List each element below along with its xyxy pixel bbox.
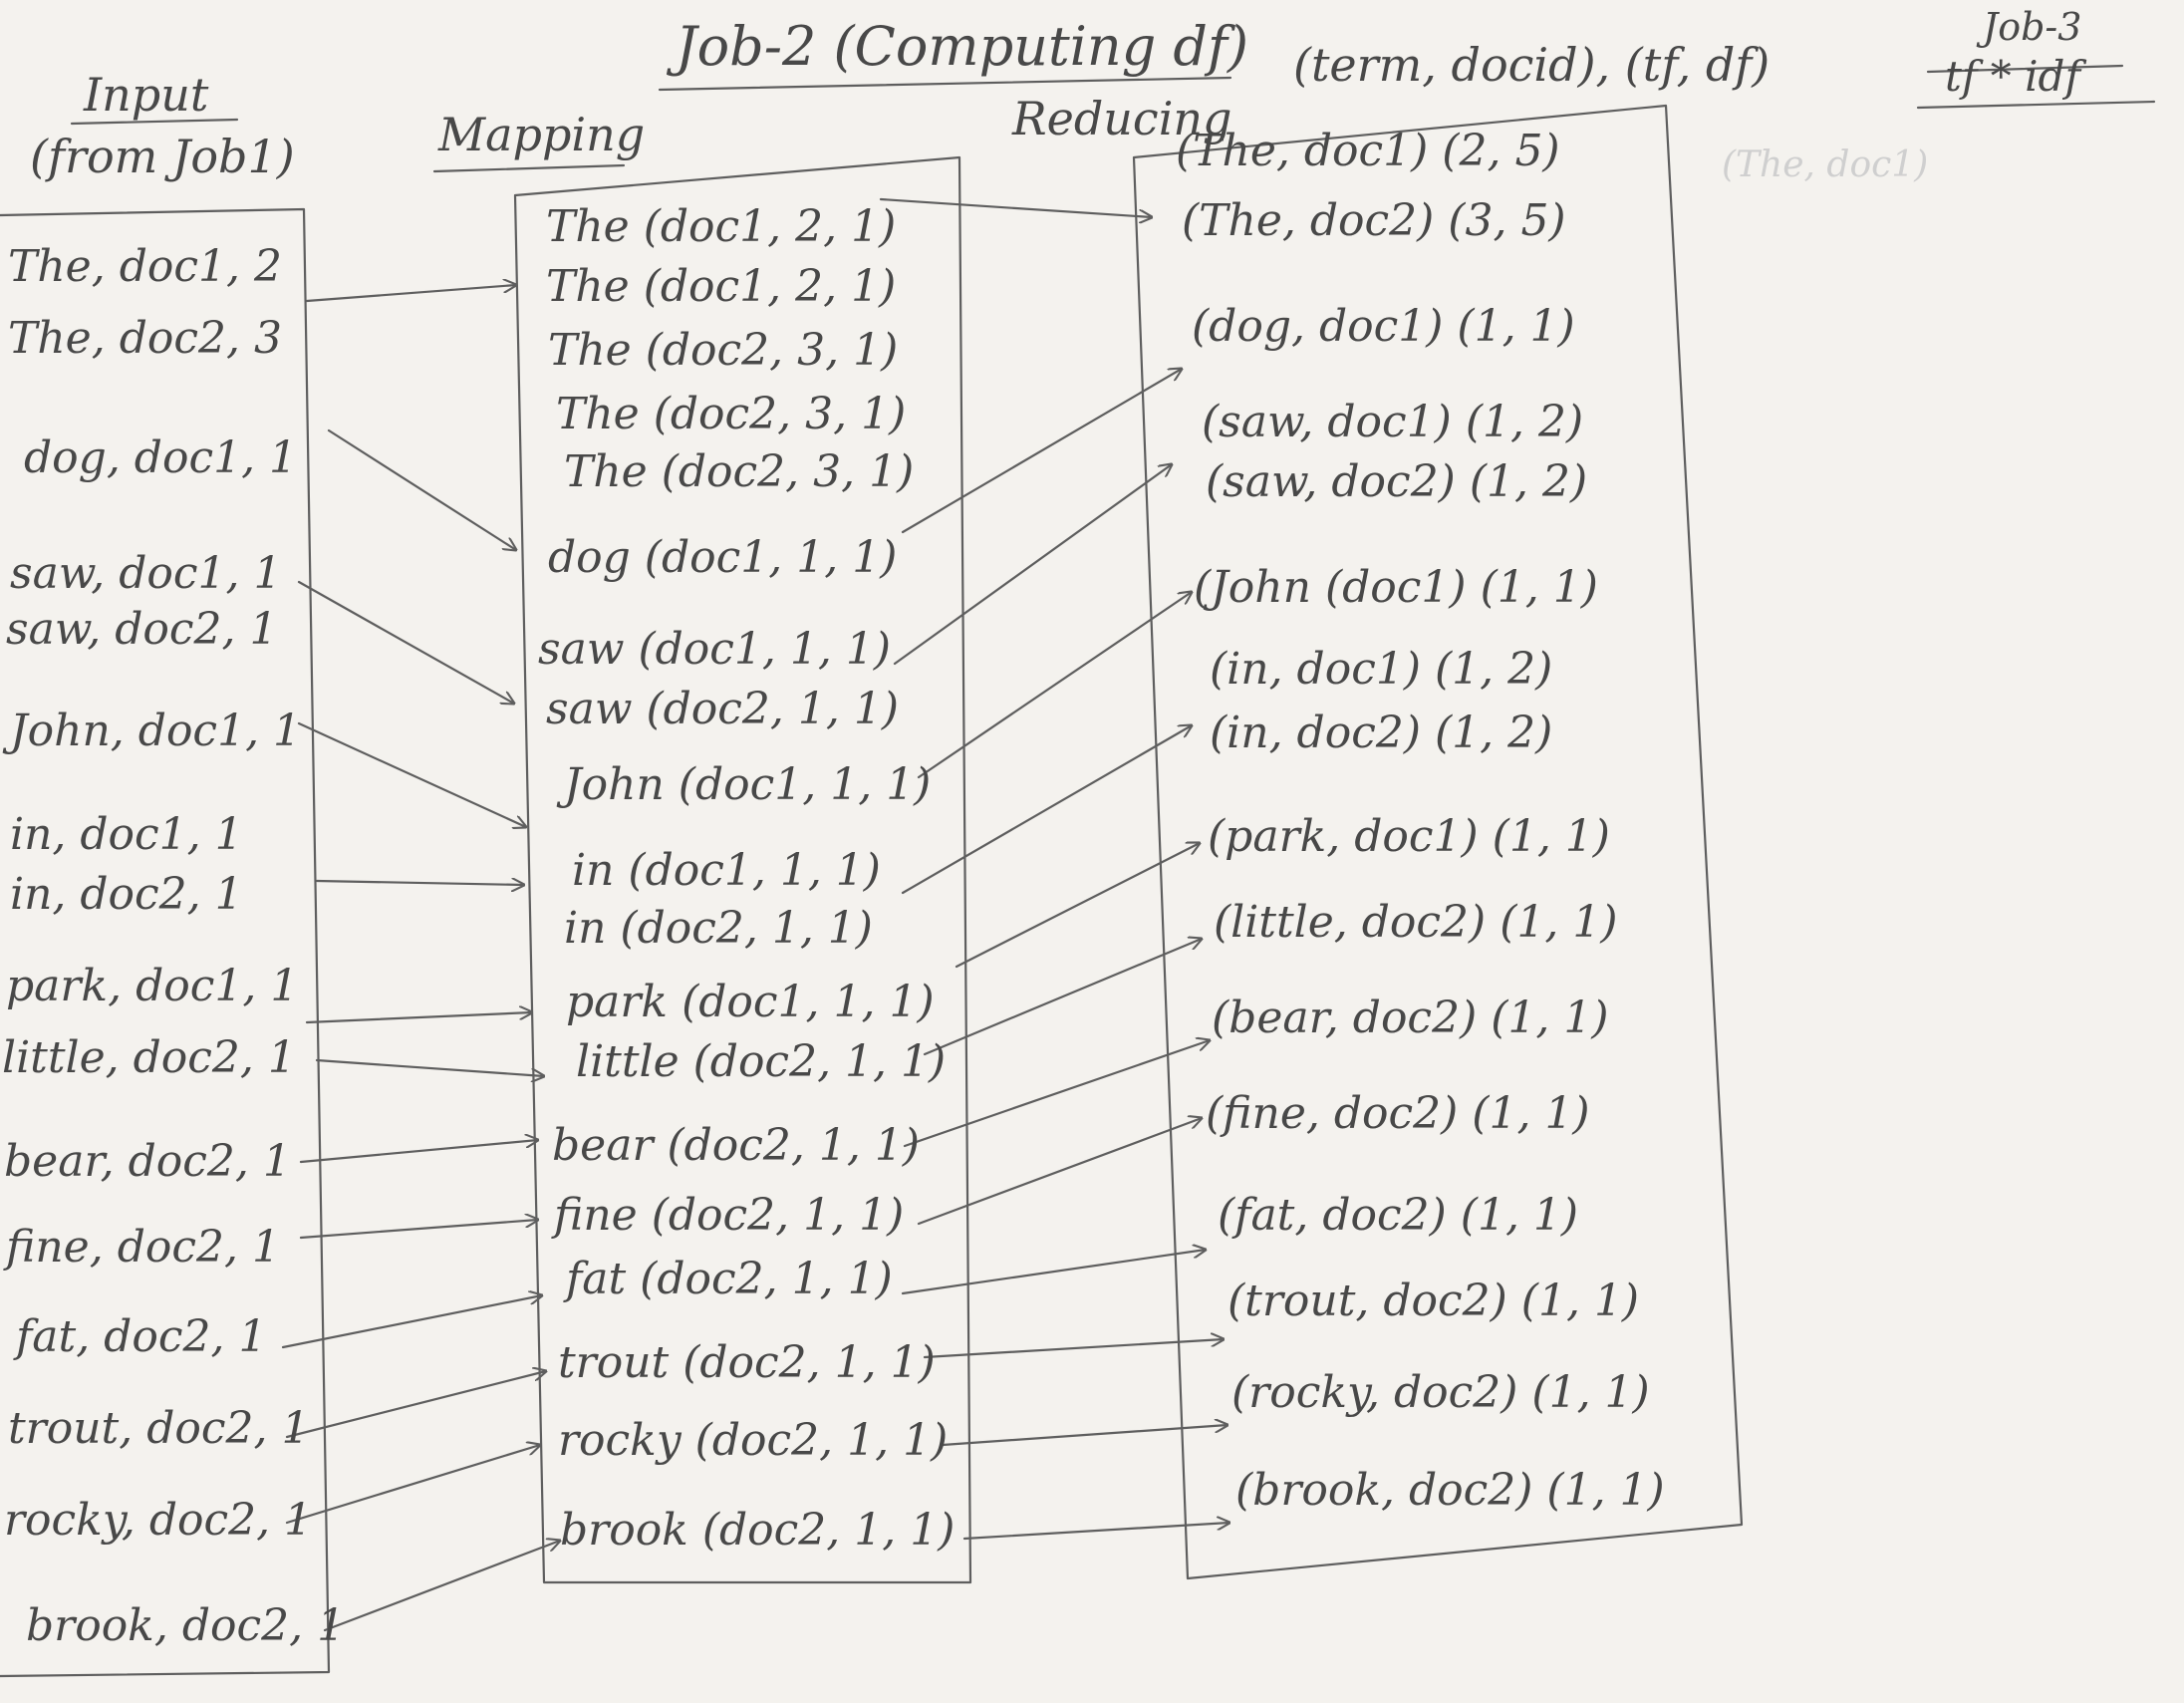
- input-subheading: (from Job1): [30, 130, 295, 183]
- mapping-row: bear (doc2, 1, 1): [552, 1120, 921, 1171]
- reducing-row: (in, doc1) (1, 2): [1210, 644, 1553, 695]
- job2-title-underline: [660, 78, 1230, 90]
- mapping-row: saw (doc2, 1, 1): [546, 684, 900, 734]
- mapping-row: little (doc2, 1, 1): [576, 1036, 947, 1087]
- reducing-row: (brook, doc2) (1, 1): [1235, 1465, 1665, 1516]
- mapping-row: The (doc1, 2, 1): [546, 201, 897, 252]
- input-row: fine, doc2, 1: [6, 1222, 280, 1273]
- input-row: park, doc1, 1: [6, 961, 299, 1011]
- input-row: little, doc2, 1: [2, 1032, 296, 1083]
- input-row: The, doc1, 2: [8, 241, 282, 292]
- arrow-in: [317, 881, 524, 885]
- mapping-row: John (doc1, 1, 1): [564, 759, 932, 810]
- reducing-row: (The, doc2) (3, 5): [1182, 195, 1566, 246]
- arrow-r-dog: [903, 369, 1182, 532]
- input-row: saw, doc2, 1: [6, 604, 278, 655]
- reducing-row: (John (doc1) (1, 1): [1194, 562, 1598, 613]
- reducing-row: (little, doc2) (1, 1): [1214, 897, 1618, 948]
- mapping-row: The (doc2, 3, 1): [556, 389, 907, 439]
- arrow-r-fine: [919, 1118, 1202, 1224]
- mapping-row: fat (doc2, 1, 1): [566, 1254, 893, 1304]
- mapping-row: rocky (doc2, 1, 1): [558, 1415, 949, 1466]
- arrow-john: [299, 723, 526, 827]
- input-row: in, doc2, 1: [10, 869, 243, 920]
- reducing-row: (saw, doc1) (1, 2): [1202, 397, 1584, 447]
- mapping-row: park (doc1, 1, 1): [566, 977, 935, 1027]
- arrow-r-bear: [905, 1040, 1210, 1146]
- arrow-r-rocky: [943, 1425, 1228, 1445]
- mapping-row: brook (doc2, 1, 1): [560, 1505, 956, 1556]
- arrow-r-brook: [964, 1523, 1229, 1539]
- mapping-row: fine (doc2, 1, 1): [554, 1190, 905, 1241]
- reducing-row: (The, doc1) (2, 5): [1176, 126, 1560, 176]
- arrow-trout: [287, 1371, 546, 1437]
- input-box: [0, 209, 329, 1676]
- mapping-row: trout (doc2, 1, 1): [558, 1337, 936, 1388]
- reducing-row: (saw, doc2) (1, 2): [1206, 456, 1588, 507]
- reducing-row: (bear, doc2) (1, 1): [1212, 993, 1609, 1043]
- arrow-r-in: [903, 725, 1192, 893]
- reducing-row: (fine, doc2) (1, 1): [1206, 1088, 1590, 1139]
- mapping-row: in (doc2, 1, 1): [564, 903, 873, 954]
- input-row: brook, doc2, 1: [26, 1600, 346, 1651]
- arrow-little: [317, 1060, 544, 1076]
- input-row: saw, doc1, 1: [10, 548, 282, 599]
- mapping-heading: Mapping: [438, 108, 646, 161]
- reducing-row: (fat, doc2) (1, 1): [1218, 1190, 1579, 1241]
- input-row: rocky, doc2, 1: [4, 1495, 313, 1546]
- job2-title: Job-2 (Computing df): [676, 15, 1249, 78]
- arrow-brook: [325, 1541, 560, 1630]
- reducing-row: (trout, doc2) (1, 1): [1228, 1276, 1640, 1326]
- input-to-mapping-arrows: [283, 285, 560, 1630]
- input-heading: Input: [84, 68, 209, 122]
- arrow-park: [307, 1012, 532, 1022]
- reducing-row: (dog, doc1) (1, 1): [1192, 301, 1575, 352]
- input-row: John, doc1, 1: [10, 706, 302, 756]
- mapping-underline: [434, 165, 624, 171]
- arrow-r-the: [881, 199, 1152, 217]
- reducing-row: (rocky, doc2) (1, 1): [1231, 1367, 1650, 1418]
- reducing-row: (in, doc2) (1, 2): [1210, 708, 1553, 758]
- arrow-r-fat: [903, 1250, 1206, 1293]
- mapping-row: saw (doc1, 1, 1): [538, 624, 892, 675]
- mapping-row: The (doc2, 3, 1): [548, 325, 899, 376]
- mapping-row: The (doc1, 2, 1): [546, 261, 897, 312]
- reducing-heading: Reducing: [1012, 92, 1232, 145]
- job3-formula: tf * idf: [1945, 52, 2080, 101]
- reducing-row: (park, doc1) (1, 1): [1208, 811, 1610, 862]
- arrow-bear: [301, 1140, 538, 1162]
- input-row: fat, doc2, 1: [16, 1311, 267, 1362]
- arrow-dog: [329, 430, 516, 550]
- faint-erased-note: (The, doc1): [1722, 144, 1929, 185]
- input-row: trout, doc2, 1: [8, 1403, 310, 1454]
- arrow-the: [307, 285, 516, 301]
- mapping-row: in (doc1, 1, 1): [572, 845, 881, 896]
- job3-underline: [1918, 102, 2154, 108]
- output-format-label: (term, docid), (tf, df): [1293, 38, 1771, 92]
- input-row: The, doc2, 3: [8, 313, 282, 364]
- job3-title: Job-3: [1983, 5, 2082, 49]
- mapping-row: dog (doc1, 1, 1): [548, 532, 898, 583]
- arrow-saw: [299, 582, 514, 704]
- mapping-row: The (doc2, 3, 1): [564, 446, 915, 497]
- arrow-fine: [301, 1220, 538, 1238]
- input-row: in, doc1, 1: [10, 809, 243, 860]
- input-row: dog, doc1, 1: [24, 432, 298, 483]
- input-row: bear, doc2, 1: [4, 1136, 291, 1187]
